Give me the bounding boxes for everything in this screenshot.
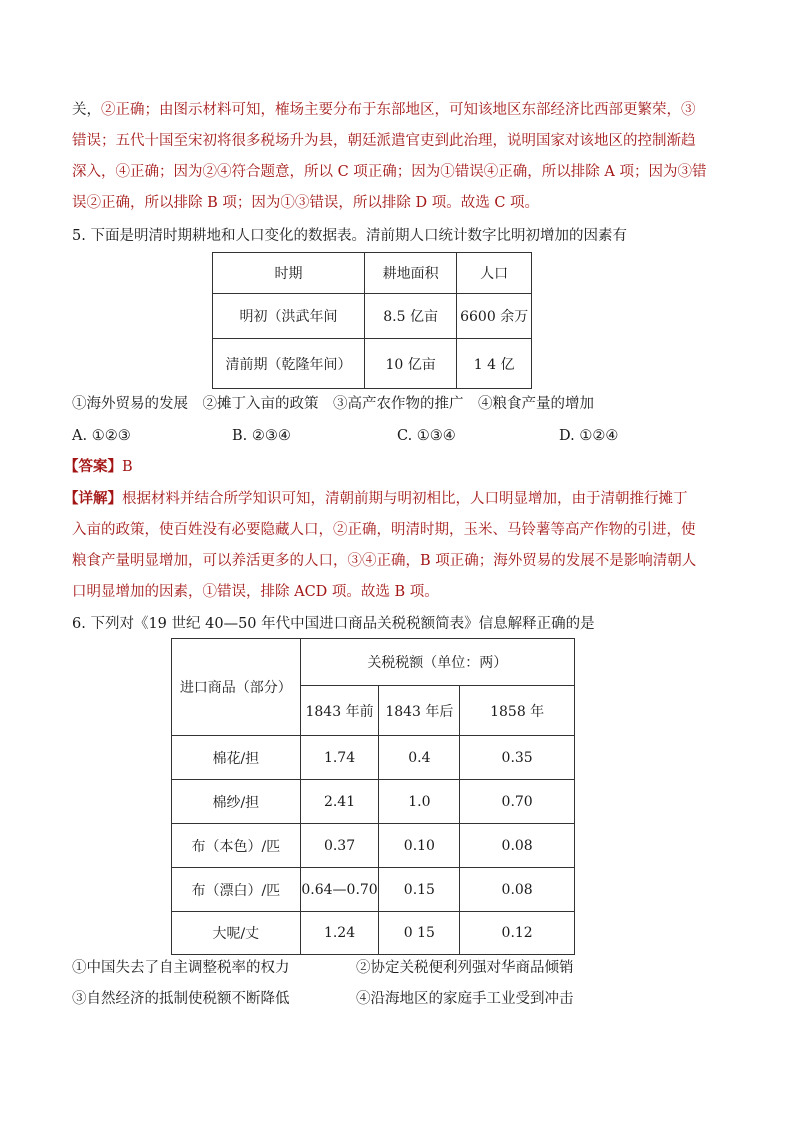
table-cell: 0.70 [460, 780, 575, 824]
q5-answer [64, 457, 133, 477]
table-row [213, 339, 532, 389]
detail-label: 【详解】 [64, 490, 122, 507]
table-cell: 1 4 亿 [457, 339, 532, 389]
q5-detail-line-1 [64, 489, 688, 509]
table-cell: 8.5 亿亩 [364, 294, 456, 339]
table-header-row [172, 639, 575, 686]
table-cell: 10 亿亩 [364, 339, 456, 389]
table-header-row [213, 253, 532, 294]
q4-line-prefix: 关， [72, 102, 101, 118]
q5-statements: ①海外贸易的发展 ②摊丁入亩的政策 ③高产农作物的推广 ④粮食产量的增加 [72, 396, 594, 412]
q4-line-text: ②正确；由图示材料可知，榷场主要分布于东部地区，可知该地区东部经济比西部更繁荣，③ [101, 102, 696, 118]
subheader-cell: 1843 年后 [379, 686, 460, 736]
table-row [172, 824, 575, 868]
row-header-cell: 进口商品（部分） [172, 639, 301, 736]
table-cell: 0.10 [379, 824, 460, 868]
table-row [172, 780, 575, 824]
table-row [213, 294, 532, 339]
table-cell: 0.35 [460, 736, 575, 780]
option-d: D. ①②④ [559, 428, 619, 444]
header-cell: 耕地面积 [364, 253, 456, 294]
answer-value: B [122, 459, 133, 475]
answer-label: 【答案】 [64, 458, 122, 475]
q6-statement-4: ④沿海地区的家庭手工业受到冲击 [356, 991, 574, 1007]
table-cell: 大呢/丈 [172, 912, 301, 955]
table-cell: 6600 余万 [457, 294, 532, 339]
table-cell: 0.08 [460, 824, 575, 868]
q6-table [171, 638, 575, 955]
table-row [172, 868, 575, 912]
table-cell: 棉纱/担 [172, 780, 301, 824]
q6-statement-3: ③自然经济的抵制使税额不断降低 [72, 991, 290, 1007]
table-cell: 0.4 [379, 736, 460, 780]
table-cell: 棉花/担 [172, 736, 301, 780]
q5-stem: 5. 下面是明清时期耕地和人口变化的数据表。清前期人口统计数字比明初增加的因素有 [72, 228, 627, 244]
q4-explanation-line-3: 深入，④正确；因为②④符合题意，所以 C 项正确；因为①错误④正确，所以排除 A 项；因为③错 [72, 164, 707, 180]
q6-statement-1: ①中国失去了自主调整税率的权力 [72, 960, 290, 976]
table-cell: 0.64—0.70 [300, 868, 379, 912]
q6-stem: 6. 下列对《19 世纪 40—50 年代中国进口商品关税税额简表》信息解释正确的是 [72, 616, 595, 632]
option-b: B. ②③④ [232, 428, 291, 444]
table-row [172, 736, 575, 780]
table-cell: 0 15 [379, 912, 460, 955]
option-a: A. ①②③ [72, 428, 131, 444]
table-cell: 0.08 [460, 868, 575, 912]
q4-explanation-line-2: 错误；五代十国至宋初将很多税场升为县，朝廷派遣官吏到此治理，说明国家对该地区的控制渐趋 [72, 133, 696, 149]
table-cell: 布（漂白）/匹 [172, 868, 301, 912]
detail-text: 根据材料并结合所学知识可知，清朝前期与明初相比，人口明显增加，由于清朝推行摊丁 [122, 491, 688, 507]
table-cell: 0.12 [460, 912, 575, 955]
table-cell: 1.74 [300, 736, 379, 780]
q4-explanation-line-4: 误②正确，所以排除 B 项；因为①③错误，所以排除 D 项。故选 C 项。 [72, 195, 540, 211]
group-header-cell: 关税税额（单位：两） [300, 639, 574, 686]
table-cell: 明初（洪武年间 [213, 294, 365, 339]
subheader-cell: 1858 年 [460, 686, 575, 736]
q5-detail-line-2: 入亩的政策，使百姓没有必要隐藏人口，②正确，明清时期，玉米、马铃薯等高产作物的引进，使 [72, 522, 696, 538]
table-cell: 清前期（乾隆年间） [213, 339, 365, 389]
table-cell: 1.24 [300, 912, 379, 955]
q5-detail-line-4: 口明显增加的因素，①错误，排除 ACD 项。故选 B 项。 [72, 584, 439, 600]
q5-detail-line-3: 粮食产量明显增加，可以养活更多的人口，③④正确，B 项正确；海外贸易的发展不是影响清朝人 [72, 553, 697, 569]
table-cell: 0.37 [300, 824, 379, 868]
table-cell: 布（本色）/匹 [172, 824, 301, 868]
q6-statement-2: ②协定关税便利列强对华商品倾销 [356, 960, 574, 976]
table-cell: 2.41 [300, 780, 379, 824]
table-cell: 1.0 [379, 780, 460, 824]
table-cell: 0.15 [379, 868, 460, 912]
q4-explanation-line-1 [72, 100, 696, 120]
header-cell: 人口 [457, 253, 532, 294]
header-cell: 时期 [213, 253, 365, 294]
option-c: C. ①③④ [397, 428, 456, 444]
table-row [172, 912, 575, 955]
q5-table [212, 252, 532, 389]
subheader-cell: 1843 年前 [300, 686, 379, 736]
